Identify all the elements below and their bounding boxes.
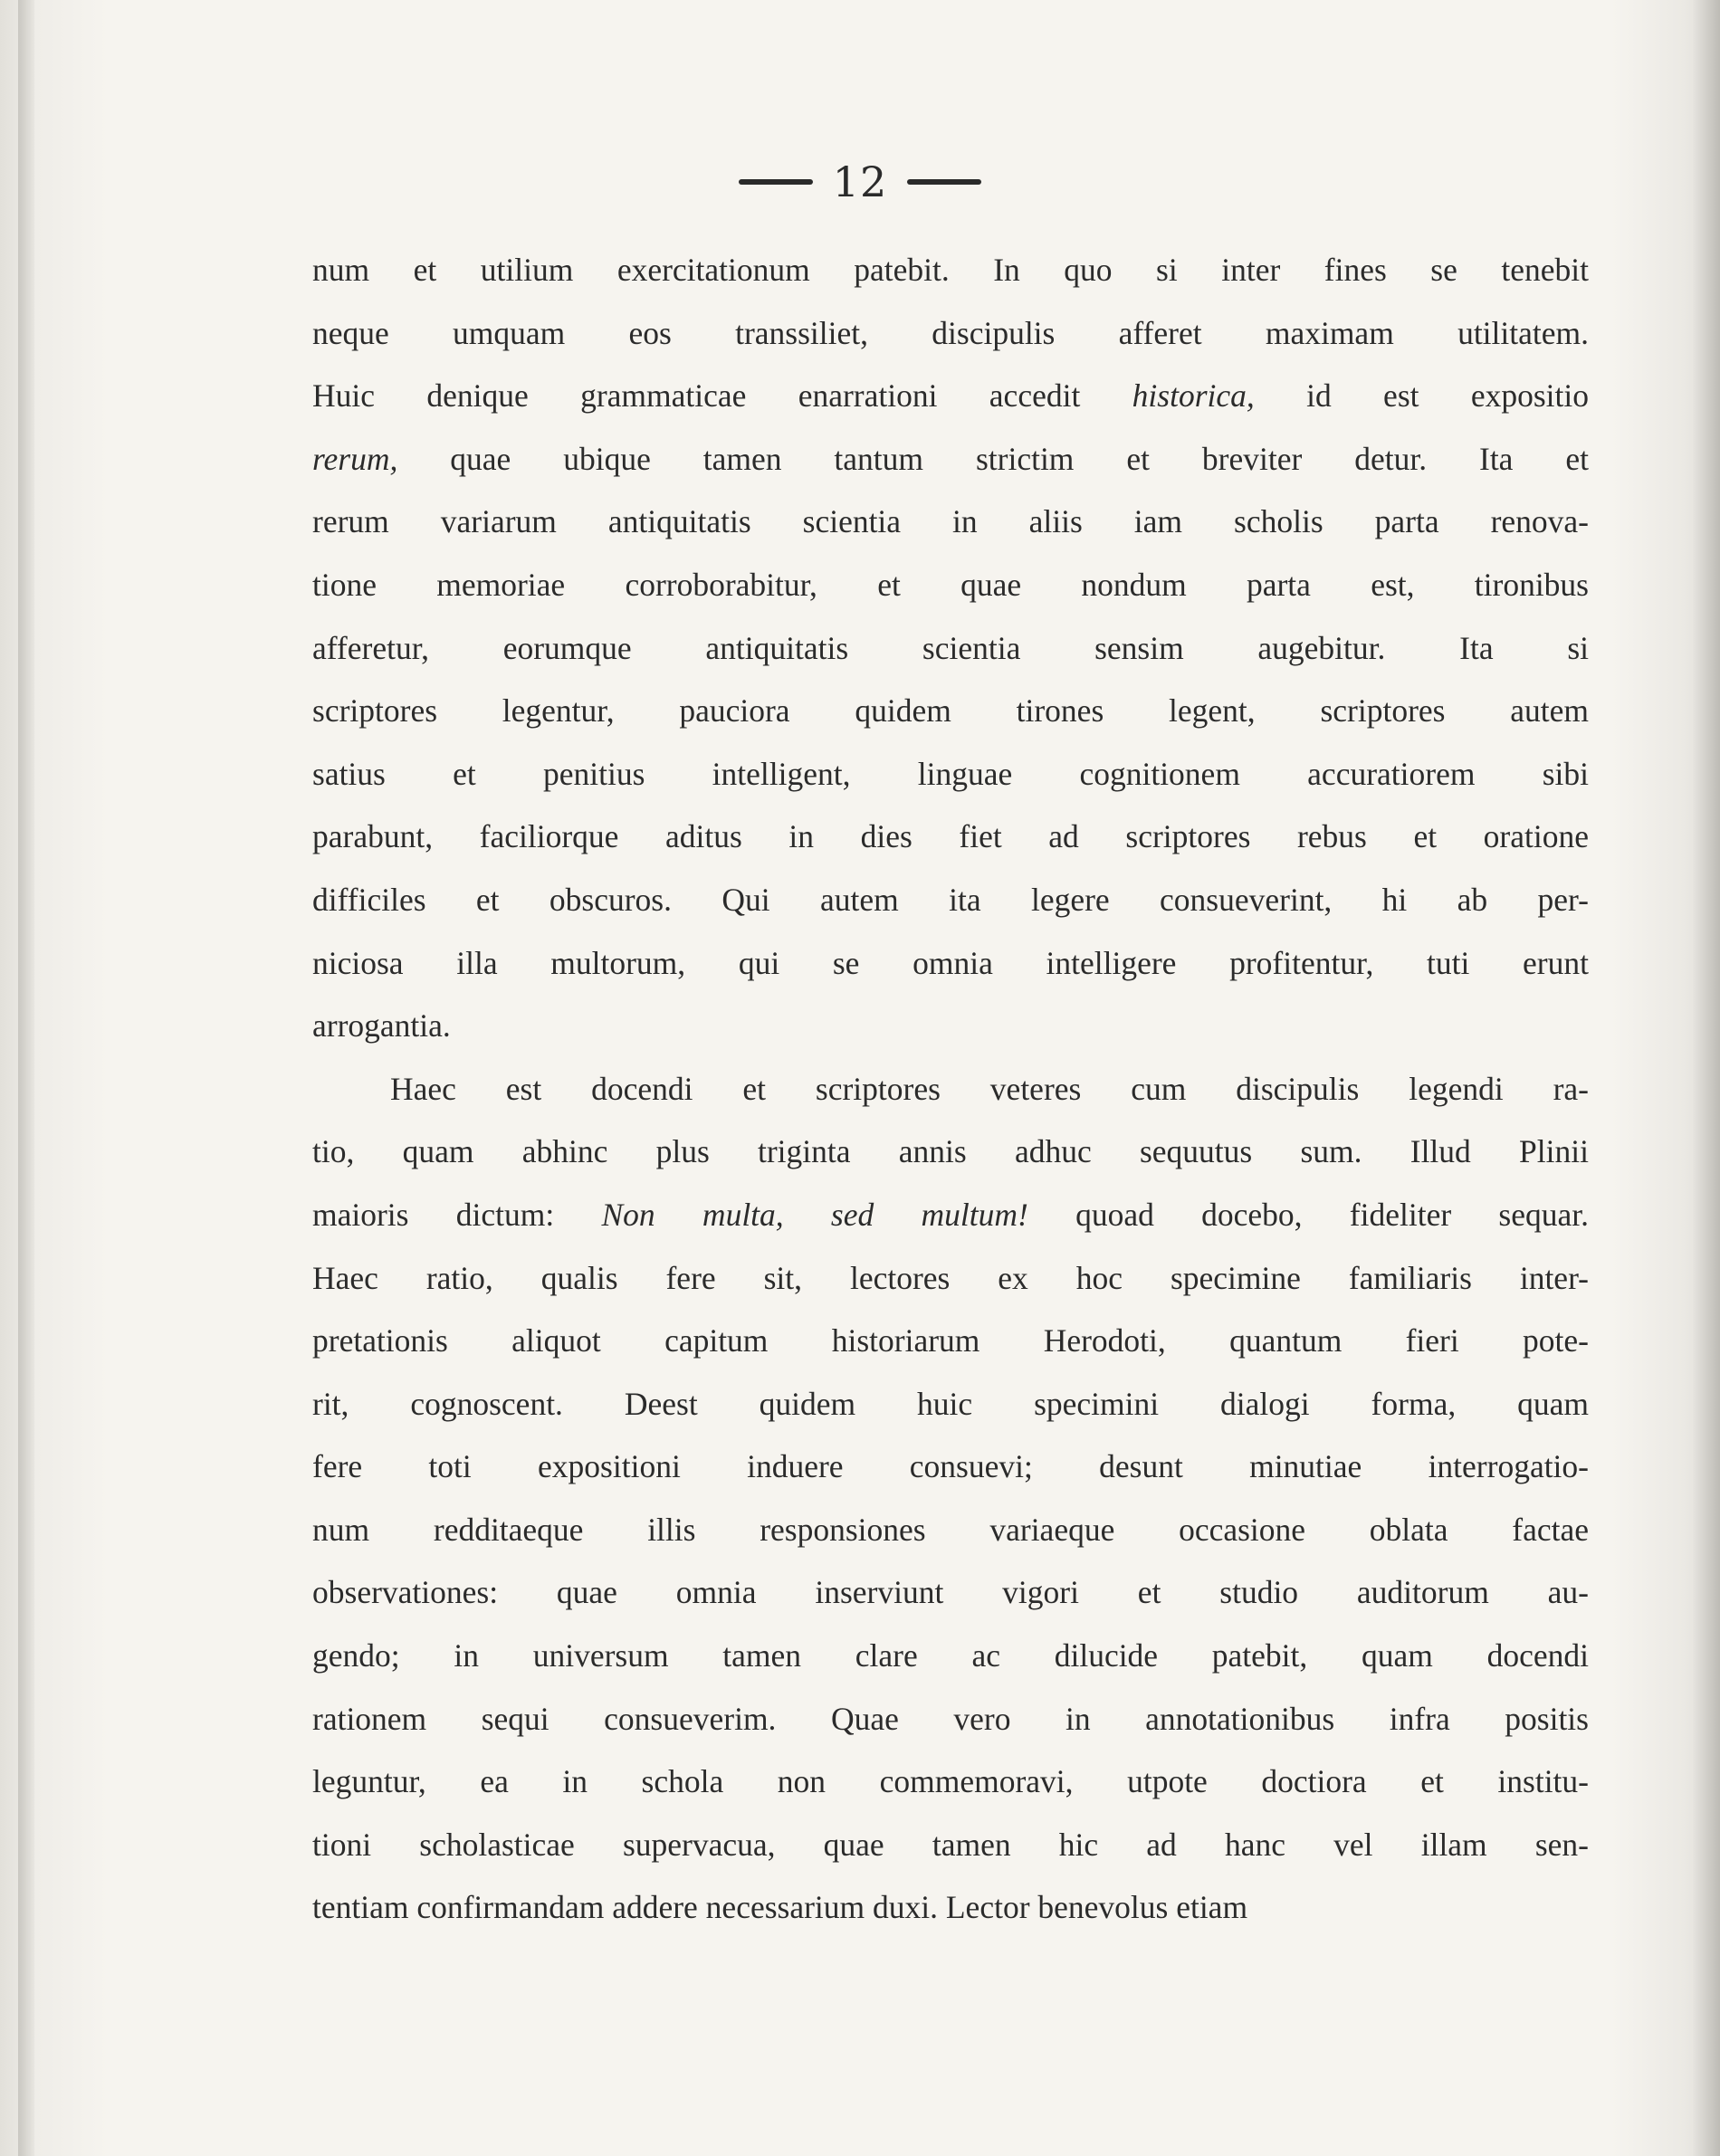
text-segment: niciosa illa multorum, qui se omnia intelligere profitentur, tuti erunt — [312, 944, 1589, 981]
text-segment: scriptores legentur, pauciora quidem tirones legent, scriptores autem — [312, 692, 1589, 730]
text-segment: pretationis aliquot capitum historiarum Herodoti, quantum fieri pote- — [312, 1322, 1589, 1359]
text-line — [312, 554, 1589, 617]
text-line — [312, 239, 1589, 302]
paragraph — [312, 1058, 1589, 1940]
text-line — [312, 1499, 1589, 1562]
text-line — [312, 806, 1589, 869]
text-segment: satius et penitius intelligent, linguae cognitionem accuratiorem sibi — [312, 755, 1589, 792]
text-line — [312, 869, 1589, 932]
text-segment: maioris dictum: — [312, 1196, 602, 1233]
text-line — [312, 995, 1589, 1058]
text-line — [312, 1876, 1589, 1940]
text-segment: gendo; in universum tamen clare ac dilucide patebit, quam docendi — [312, 1637, 1589, 1674]
text-line — [312, 428, 1589, 491]
header-rule-right — [907, 179, 981, 185]
text-segment: num redditaeque illis responsiones variaeque occasione oblata factae — [312, 1511, 1589, 1548]
text-line — [312, 1058, 1589, 1121]
text-segment: Haec ratio, qualis fere sit, lectores ex hoc specimine familiaris inter- — [312, 1259, 1589, 1296]
text-line — [312, 617, 1589, 681]
text-segment: fere toti expositioni induere consuevi; desunt minutiae interrogatio- — [312, 1448, 1589, 1485]
text-segment: rationem sequi consueverim. Quae vero in annotationibus infra positis — [312, 1700, 1589, 1737]
text-segment: id est expositio — [1254, 377, 1589, 415]
text-line — [312, 1814, 1589, 1877]
text-segment: rit, cognoscent. Deest quidem huic specimini dialogi forma, quam — [312, 1385, 1589, 1422]
page-header — [0, 150, 1720, 214]
text-line — [312, 491, 1589, 554]
text-segment: leguntur, ea in schola non commemoravi, utpote doctiora et institu- — [312, 1763, 1589, 1800]
text-line — [312, 302, 1589, 366]
text-segment: tentiam confirmandam addere necessarium duxi. Lector benevolus etiam — [312, 1889, 1248, 1926]
text-segment: tio, quam abhinc plus triginta annis adhuc sequutus sum. Illud Plinii — [312, 1133, 1589, 1170]
page-number: 12 — [832, 157, 888, 206]
italic-phrase: Non multa, sed multum! — [601, 1196, 1028, 1233]
page-outer-edge — [1693, 0, 1720, 2156]
text-line — [312, 743, 1589, 806]
text-line — [312, 680, 1589, 743]
text-line — [312, 1373, 1589, 1436]
italic-phrase: rerum, — [312, 440, 398, 477]
text-line — [312, 1310, 1589, 1373]
text-segment: afferetur, eorumque antiquitatis scientia sensim augebitur. Ita si — [312, 629, 1589, 666]
text-segment: difficiles et obscuros. Qui autem ita legere consueverint, hi ab per- — [312, 881, 1589, 918]
text-line — [312, 365, 1589, 428]
header-rule-left — [739, 179, 813, 185]
text-line — [312, 1247, 1589, 1311]
text-line — [312, 1184, 1589, 1247]
text-segment: num et utilium exercitationum patebit. In quo si inter fines se tenebit — [312, 252, 1589, 288]
text-line — [312, 1121, 1589, 1184]
text-line — [312, 1625, 1589, 1688]
text-line — [312, 1751, 1589, 1814]
text-segment: rerum variarum antiquitatis scientia in aliis iam scholis parta renova- — [312, 503, 1589, 540]
text-line — [312, 932, 1589, 996]
text-segment: quae ubique tamen tantum strictim et breviter detur. Ita et — [397, 440, 1589, 477]
body-text — [312, 239, 1589, 1940]
text-segment: parabunt, faciliorque aditus in dies fiet ad scriptores rebus et oratione — [312, 818, 1589, 855]
text-segment: quoad docebo, fideliter sequar. — [1027, 1196, 1589, 1233]
text-segment: observationes: quae omnia inserviunt vigori et studio auditorum au- — [312, 1574, 1589, 1611]
text-segment: neque umquam eos transsiliet, discipulis afferet maximam utilitatem. — [312, 314, 1589, 351]
text-line — [312, 1436, 1589, 1499]
text-line — [312, 1688, 1589, 1751]
paragraph — [312, 239, 1589, 1058]
text-line — [312, 1561, 1589, 1625]
text-segment: arrogantia. — [312, 1007, 451, 1045]
page-gutter-edge — [18, 0, 34, 2156]
text-segment: tioni scholasticae supervacua, quae tamen hic ad hanc vel illam sen- — [312, 1826, 1589, 1863]
text-segment: Haec est docendi et scriptores veteres cum discipulis legendi ra- — [390, 1070, 1589, 1107]
italic-phrase: historica, — [1132, 377, 1255, 415]
text-segment: tione memoriae corroborabitur, et quae nondum parta est, tironibus — [312, 566, 1589, 603]
text-segment: Huic denique grammaticae enarrationi accedit — [312, 377, 1132, 415]
